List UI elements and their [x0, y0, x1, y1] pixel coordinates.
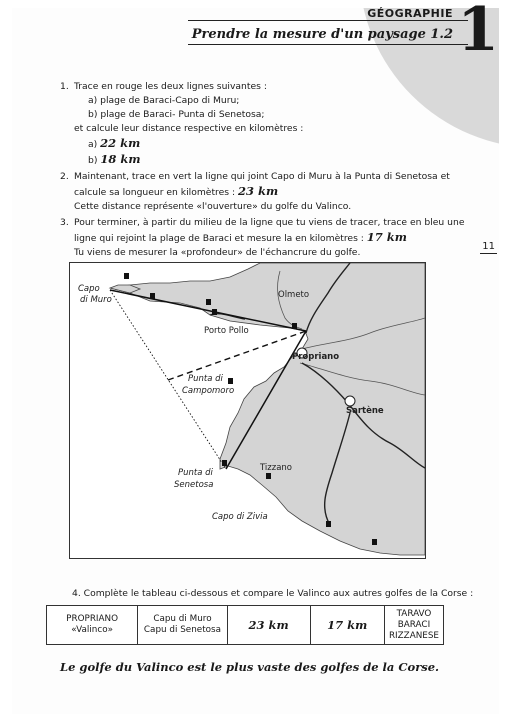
table-cell-gulf: [47, 606, 138, 645]
sub-item: b) plage de Baraci- Punta di Senetosa;: [88, 109, 265, 120]
question-1: [60, 80, 472, 168]
label-porto-pollo: Porto Pollo: [204, 326, 249, 336]
handwritten-answer: 23 km: [248, 617, 289, 632]
exercise-questions: [60, 80, 472, 260]
subject-label: GÉOGRAPHIE: [367, 7, 453, 20]
page-number: 11: [482, 241, 495, 252]
header-rule: [188, 20, 468, 21]
question-number: 1.: [60, 81, 69, 92]
question-body: Maintenant, trace en vert la ligne qui joint Capo di Muru à la Punta di Senetosa et calcule sa longueur en kilomètres :: [74, 171, 450, 198]
label-campomoro: Campomoro: [182, 386, 235, 396]
table-cell-depth: [310, 606, 384, 645]
handwritten-answer: 17 km: [327, 617, 368, 632]
label-punta-di-senetosa-1: Punta di: [178, 468, 213, 478]
cell-line: Capu di Senetosa: [143, 625, 222, 635]
question-body: Pour terminer, à partir du milieu de la ligne que tu viens de tracer, trace en bleu une ligne qui rejoint la plage de Baraci et mesure la en kilomètres :: [74, 217, 465, 244]
handwritten-answer: 23 km: [238, 184, 279, 198]
cell-line: BARACI: [397, 619, 431, 630]
label-tizzano: Tizzano: [260, 463, 293, 473]
map-svg: [70, 263, 425, 558]
question-followup: et calcule leur distance respective en kilomètres :: [74, 123, 304, 134]
cell-line: Capu di Muro: [153, 614, 212, 624]
header-rule-bottom: [188, 44, 468, 45]
table-row: [47, 606, 444, 645]
label-olmeto: Olmeto: [278, 290, 310, 300]
handwritten-conclusion: Le golfe du Valinco est le plus vaste des golfes de la Corse.: [60, 660, 440, 674]
label-sartene: Sartène: [346, 406, 384, 416]
town-sartene: [345, 396, 355, 406]
table-cell-capes: [138, 606, 227, 645]
label-capo-di-zivia: Capo di Zivia: [212, 512, 268, 522]
answer-label: b): [88, 155, 98, 166]
answer-row: [74, 136, 472, 152]
question-number: 3.: [60, 217, 69, 228]
cell-line: «Valinco»: [71, 625, 113, 635]
question-text: Trace en rouge les deux lignes suivantes :: [74, 81, 267, 92]
label-capo-di-muro: di Muro: [80, 295, 112, 305]
question-followup: Tu viens de mesurer la «profondeur» de l'échancrure du golfe.: [74, 247, 361, 258]
question-2: [60, 170, 472, 214]
answer-label: a): [88, 139, 98, 150]
question-followup: Cette distance représente «l'ouverture» du golfe du Valinco.: [74, 201, 352, 212]
question-4: 4. Complète le tableau ci-dessous et compare le Valinco aux autres golfes de la Corse :: [72, 588, 474, 599]
cell-line: TARAVO: [396, 608, 432, 619]
answer-row: [74, 152, 472, 168]
table-cell-opening: [227, 606, 310, 645]
table-cell-rivers: [384, 606, 443, 645]
handwritten-answer: 22 km: [100, 136, 141, 150]
question-text: [74, 170, 472, 200]
label-punta-di: Punta di: [188, 374, 223, 384]
label-senetosa: Senetosa: [174, 480, 214, 490]
handwritten-answer: 18 km: [100, 152, 141, 166]
question-number: 2.: [60, 171, 69, 182]
label-propriano: Propriano: [292, 352, 340, 362]
question-3: [60, 216, 472, 260]
question-text: [74, 216, 472, 246]
sub-item: a) plage de Baraci-Capo di Muru;: [88, 95, 240, 106]
label-capo: Capo: [78, 284, 100, 294]
lesson-title: Prendre la mesure d'un paysage 1.2: [191, 27, 453, 42]
cell-line: PROPRIANO: [66, 614, 119, 624]
cell-line: RIZZANESE: [388, 630, 439, 641]
chapter-number: 1: [457, 0, 499, 65]
handwritten-answer: 17 km: [366, 230, 407, 244]
comparison-table: [46, 605, 444, 645]
valinco-map: [69, 262, 426, 559]
